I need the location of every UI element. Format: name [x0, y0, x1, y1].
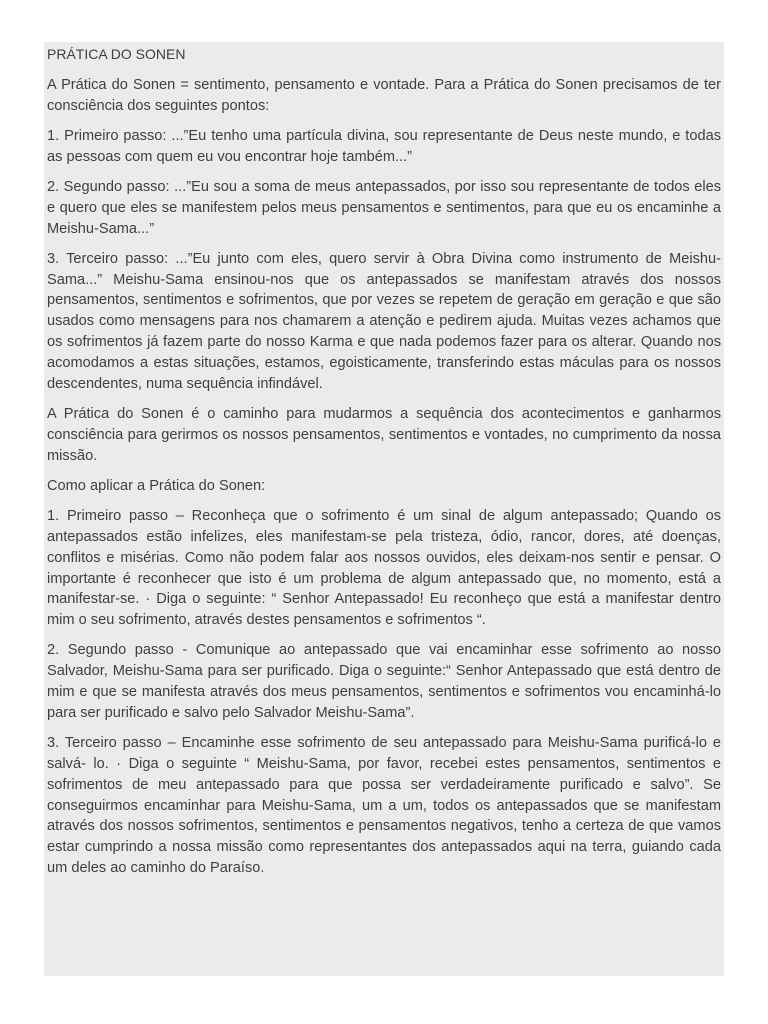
apply-first-step-paragraph: 1. Primeiro passo – Reconheça que o sofrimento é um sinal de algum antepassado; Quando os antepassados estão infelizes, eles manifestam-se pela tristeza, ódio, rancor, dores, até doenças, conflitos e misérias. Como não podem falar aos nossos ouvidos, eles deixam-nos sentir e pensar. O importante é reconhecer que isto é um problema de algum antepassado que, no momento, está a manifestar-se. · Diga o seguinte: “ Senhor Antepassado! Eu reconheço que está a manifestar dentro mim o seu sofrimento, através destes pensamentos e sofrimentos “.: [47, 508, 721, 629]
purpose-paragraph: A Prática do Sonen é o caminho para mudarmos a sequência dos acontecimentos e ganharmos consciência para gerirmos os nossos pensamentos, sentimentos e vontades, no cumprimento da nossa missão.: [47, 405, 721, 464]
intro-paragraph: A Prática do Sonen = sentimento, pensamento e vontade. Para a Prática do Sonen precisamos de ter consciência dos seguintes pontos:: [47, 76, 721, 114]
third-step-paragraph: 3. Terceiro passo: ...”Eu junto com eles, quero servir à Obra Divina como instrumento de Meishu-Sama...” Meishu-Sama ensinou-nos que os antepassados se manifestam através dos nossos pensamentos, sentimentos e sofrimentos, que por vezes se repetem de geração em geração e que são usados como mensagens para nos chamarem a atenção e pedirem ajuda. Muitas vezes achamos que os sofrimentos já fazem parte do nosso Karma e que nada podemos fazer para os alterar. Quando nos acomodamos a estas situações, estamos, egoisticamente, transferindo estas máculas para os nossos descendentes, numa sequência infindável.: [47, 250, 721, 392]
document-title: PRÁTICA DO SONEN: [47, 46, 186, 62]
second-step-paragraph: 2. Segundo passo: ...”Eu sou a soma de meus antepassados, por isso sou representante de todos eles e quero que eles se manifestem pelos meus pensamentos e sentimentos, para que eu os encaminhe a Meishu-Sama...”: [47, 178, 721, 237]
apply-third-step-paragraph: 3. Terceiro passo – Encaminhe esse sofrimento de seu antepassado para Meishu-Sama purificá-lo e salvá- lo. · Diga o seguinte “ Meishu-Sama, por favor, recebei estes pensamentos, sentimentos e sofrimentos de meu antepassado para que possa ser verdadeiramente purificado e salvo”. Se conseguirmos encaminhar para Meishu-Sama, um a um, todos os antepassados que se manifestam através dos nossos sofrimentos, sentimentos e pensamentos negativos, tenho a certeza de que vamos estar cumprindo a nossa missão como representantes dos antepassados aqui na terra, guiando cada um deles ao caminho do Paraíso.: [47, 735, 721, 876]
apply-second-step-paragraph: 2. Segundo passo - Comunique ao antepassado que vai encaminhar esse sofrimento ao nosso Salvador, Meishu-Sama para ser purificado. Diga o seguinte:“ Senhor Antepassado que está dentro de mim e que se manifesta através dos meus pensamentos, sentimentos e sofrimentos vou encaminhá-lo para ser purificado e salvo pelo Salvador Meishu-Sama”.: [47, 642, 721, 721]
first-step-paragraph: 1. Primeiro passo: ...”Eu tenho uma partícula divina, sou representante de Deus neste mundo, e todas as pessoas com quem eu vou encontrar hoje também...”: [47, 127, 721, 165]
how-to-apply-heading: Como aplicar a Prática do Sonen:: [47, 477, 266, 494]
document-text-block: [44, 42, 724, 976]
